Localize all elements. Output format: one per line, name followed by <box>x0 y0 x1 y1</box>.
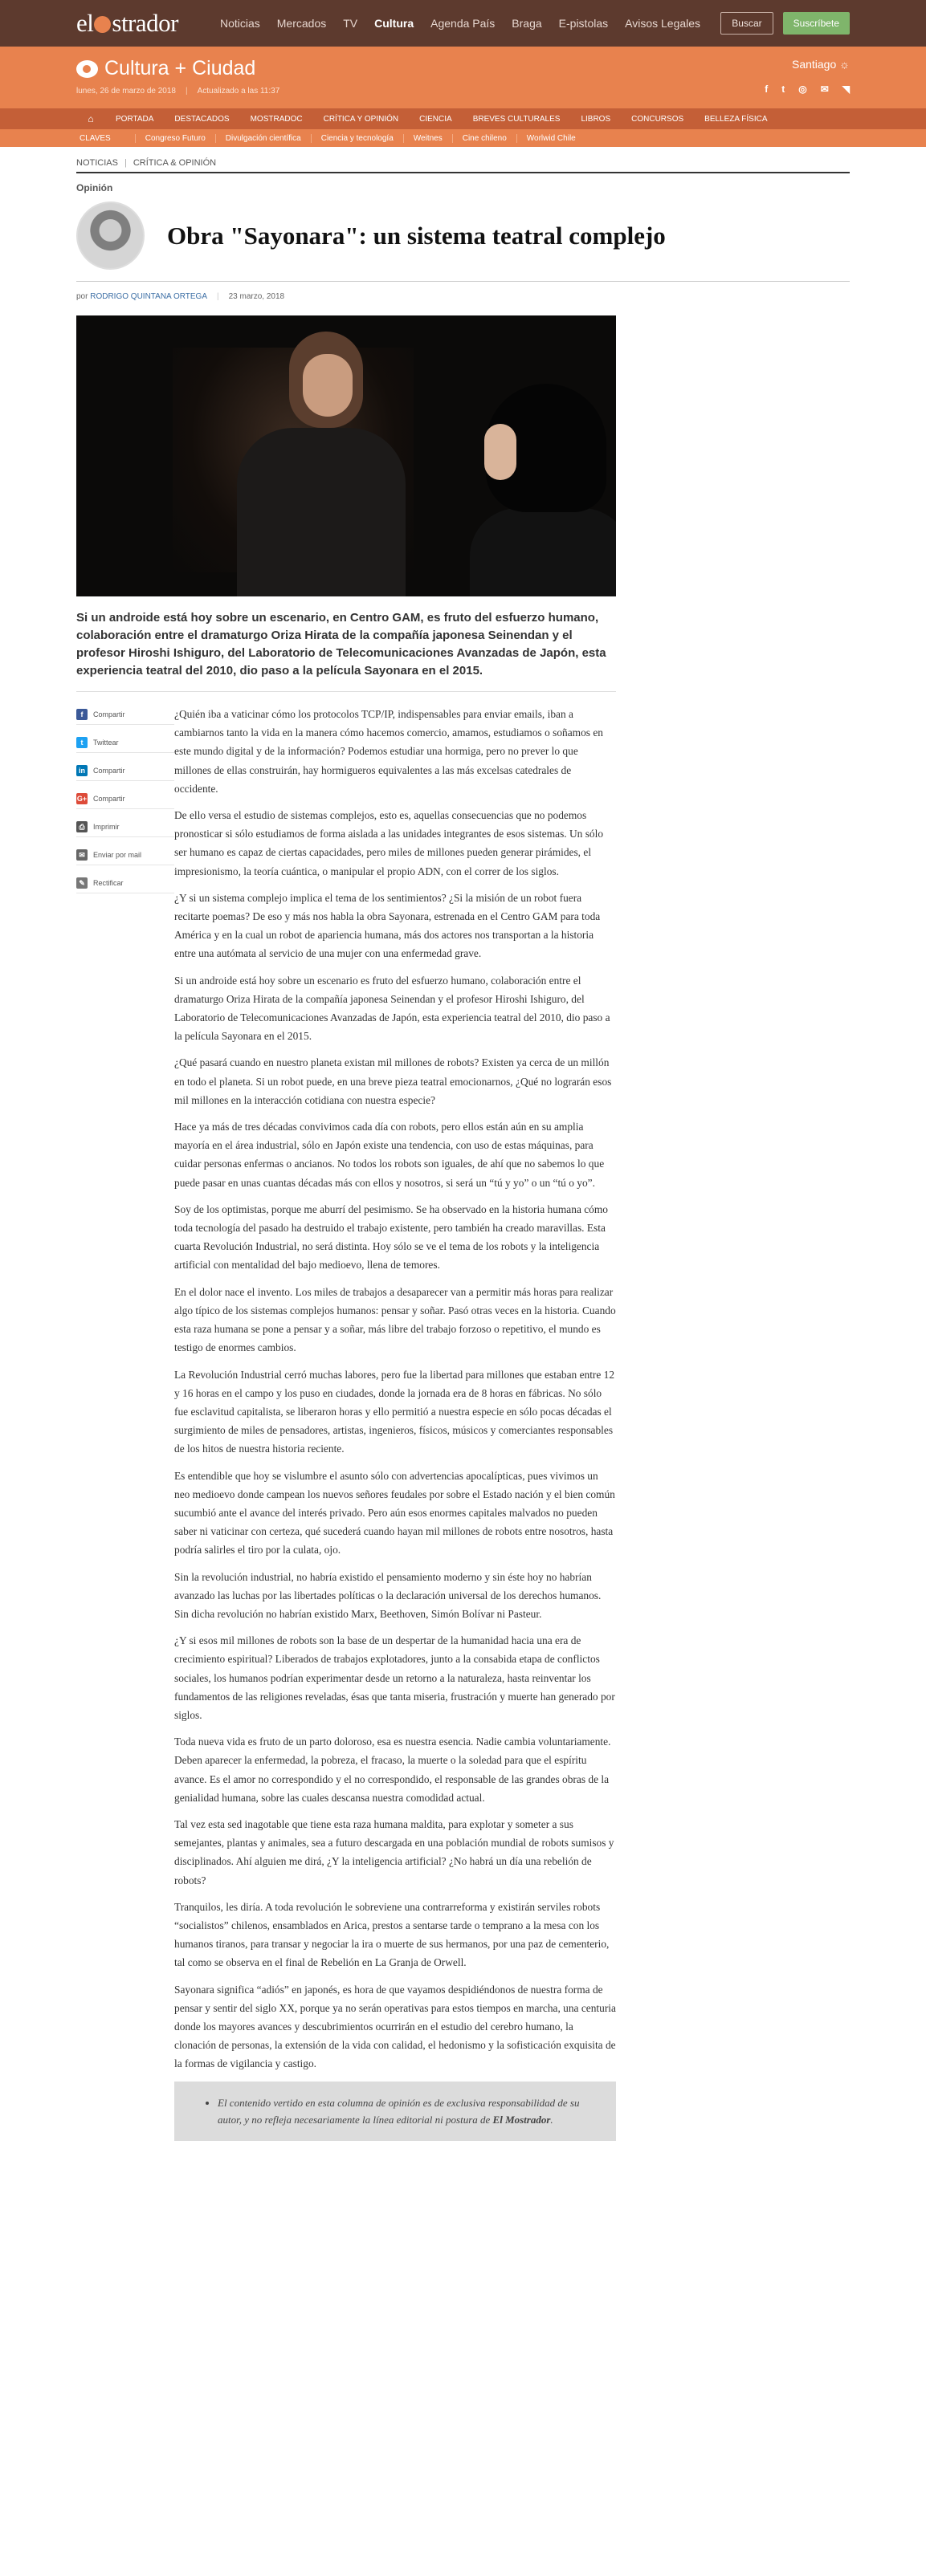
tagnav-weitnes[interactable]: Weitnes <box>404 134 453 143</box>
article-date: 23 marzo, 2018 <box>228 292 285 301</box>
catnav-destacados[interactable]: DESTACADOS <box>174 114 230 124</box>
catnav-belleza-fisica[interactable]: BELLEZA FÍSICA <box>704 114 768 124</box>
breadcrumb-noticias[interactable]: NOTICIAS <box>76 158 118 168</box>
googleplus-icon: G+ <box>76 795 88 803</box>
article-body-wrap <box>76 705 850 2141</box>
author-avatar[interactable] <box>76 201 145 270</box>
article-paragraph: Soy de los optimistas, porque me aburrí del pesimismo. Se ha observado en la historia humana cómo toda tecnología del pasado ha destruido el trabajo existente, pero también ha creado maravillas. Esta cuarta Revolución Industrial, no será distinta. Hoy sólo se ve el tema de los robots y la inteligencia artificial con mentalidad del bajo medioevo, llena de temores. <box>174 1203 608 1272</box>
current-date: lunes, 26 de marzo de 2018 <box>76 87 176 96</box>
nav-noticias[interactable]: Noticias <box>219 17 260 30</box>
social-links <box>765 83 850 95</box>
subscribe-button[interactable]: Suscríbete <box>783 12 850 35</box>
catnav-concursos[interactable]: CONCURSOS <box>631 114 684 124</box>
article-header <box>76 201 850 282</box>
twitter-icon[interactable]: t <box>781 83 785 95</box>
nav-cultura[interactable]: Cultura <box>374 17 414 30</box>
share-label: Enviar por mail <box>93 851 142 859</box>
catnav-mostradoc[interactable]: MOSTRADOC <box>250 114 303 124</box>
mail-icon: ✉ <box>76 849 88 861</box>
instagram-icon[interactable]: ◎ <box>798 83 807 95</box>
tagnav-worlwid-chile[interactable]: Worlwid Chile <box>526 133 576 143</box>
article-paragraph: De ello versa el estudio de sistemas complejos, esto es, aquellas consecuencias que no podemos pronosticar si sólo estudiamos de forma aislada a las unidades integrantes de esos sistemas. Un sólo ser humano es capaz de ciertas capacidades, pero miles de millones pueden generar pirámides, el impresionismo, la teoría cuántica, o manipular el propio ADN, con el correr de los siglos. <box>174 809 604 877</box>
nav-mercados[interactable]: Mercados <box>276 17 327 30</box>
catnav-portada[interactable]: PORTADA <box>116 114 154 124</box>
top-bar <box>0 0 926 47</box>
main-content <box>76 147 850 2141</box>
share-label: Compartir <box>93 795 125 803</box>
article-paragraph: Tal vez esta sed inagotable que tiene esta raza humana maldita, para explotar y someter a sus semejantes, plantas y animales, sea a futuro descargada en una población mundial de robots sumisos y disciplinados. Ahí alguien me dirá, ¿Y la inteligencia artificial? ¿No habrá un día una rebelión de robots? <box>174 1817 614 1886</box>
disclaimer-text: • El contenido vertido en esta columna de opinión es de exclusiva responsabilidad de su autor, y no refleja necesariamente la línea editorial ni postura de El Mostrador. <box>218 2094 598 2128</box>
main-nav <box>220 17 720 30</box>
share-label: Twittear <box>93 739 119 747</box>
article-title: Obra "Sayonara": un sistema teatral complejo <box>167 221 666 250</box>
logo-dot-icon <box>94 16 111 33</box>
nav-e-pistolas[interactable]: E-pistolas <box>558 17 609 30</box>
linkedin-icon: in <box>76 765 88 776</box>
article-paragraph: ¿Y si un sistema complejo implica el tema de los sentimientos? ¿Si la misión de un robot fuera recitarte poemas? De eso y más nos habla la obra Sayonara, estrenada en el Centro GAM para toda América y en la cual un robot de apariencia humana, más dos actores nos transportan a la historia entre una autómata al servicio de una mujer con una enfermedad grave. <box>174 891 601 960</box>
share-label: Compartir <box>93 710 125 718</box>
article-paragraph: Hace ya más de tres décadas convivimos cada día con robots, pero ellos están aún en su amplia mayoría en el área industrial, sólo en Japón existe una tendencia, con uso de estas máquinas, para cuidar personas enfermas o ancianos. No todos los robots son iguales, de ahí que no sabemos lo que puede pasar en unas cuantas décadas más con ellos y nosotros, si será un “tú y yo” o un “tú o yo”. <box>174 1121 605 1189</box>
share-item-googleplus[interactable] <box>76 789 174 809</box>
article-paragraph: Sayonara significa “adiós” en japonés, es hora de que vayamos despidiéndonos de nuestra forma de pensar y sentir del siglo XX, porque ya no serán operativas para estos tiempos en marcha, una centuria donde los mayores avances y descubrimientos ocurrirán en el estudio del cerebro humano, la clonación de personas, la extensión de la vida con calidad, el hedonismo y la sofisticación exquisita de la formas de vigilancia y castigo. <box>174 1983 616 2070</box>
section-header <box>0 47 926 108</box>
article-paragraph: Sin la revolución industrial, no habría existido el pensamiento moderno y sin éste hoy no habrían avanzado las luchas por las libertades políticas o la declaración universal de los derechos humanos. Sin dicha revolución no habrían existido Marx, Beethoven, Simón Bolívar ni Pasteur. <box>174 1570 602 1620</box>
article-lead: Si un androide está hoy sobre un escenario, en Centro GAM, es fruto del esfuerzo humano, colaboración entre el dramaturgo Oriza Hirata de la compañía japonesa Seinendan y el profesor Hiroshi Ishiguro, del Laboratorio de Telecomunicaciones Avanzadas de Japón, esta experiencia teatral del 2010, dio paso a la película Sayonara en el 2015. <box>76 609 616 692</box>
hero-image <box>76 315 616 596</box>
byline: por RODRIGO QUINTANA ORTEGA | 23 marzo, 2018 <box>76 292 285 301</box>
article-paragraph: En el dolor nace el invento. Los miles de trabajos a desaparecer van a permitir más horas para realizar algo típico de los sistemas complejos humanos: pensar y soñar. Pasó otras veces en la historia. Cuando esta raza humana se pone a pensar y a soñar, más libre del trabajo forzoso o repetitivo, el mundo es testigo de enormes cambios. <box>174 1285 616 1354</box>
opinion-disclaimer <box>174 2082 616 2141</box>
tagnav-congreso-futuro[interactable]: Congreso Futuro <box>136 134 216 143</box>
site-logo[interactable]: el strador <box>76 9 178 37</box>
share-label: Rectificar <box>93 879 124 887</box>
share-item-edit[interactable] <box>76 873 174 893</box>
share-label: Imprimir <box>93 823 120 831</box>
twitter-icon: t <box>76 737 88 748</box>
article-paragraph: Es entendible que hoy se vislumbre el asunto sólo con advertencias apocalípticas, pues vivimos un neo medioevo donde campean los nuevos señores feudales por sobre el Estado nación y el bien común sucumbió ante el avance del interés privado. Pero aún esos enormes capitales malvados no pueden saber ni vaticinar con certeza, qué sucederá cuando hayan mil millones de robots entre nosotros, hasta podría salirles el tiro por la culata, ojo. <box>174 1469 615 1557</box>
article-paragraph: ¿Qué pasará cuando en nuestro planeta existan mil millones de robots? Existen ya cerca de un millón en todo el planeta. Si un robot puede, en una breve pieza teatral emocionarnos, ¿Qué no lograrán esos mil millones en la interacción cotidiana con nuestra especie? <box>174 1056 612 1106</box>
mail-icon[interactable]: ✉ <box>820 83 829 95</box>
share-item-linkedin[interactable] <box>76 761 174 781</box>
catnav-critica-opinion[interactable]: CRÍTICA Y OPINIÓN <box>323 114 399 124</box>
tagnav-claves: CLAVES <box>76 134 136 143</box>
article-paragraph: Toda nueva vida es fruto de un parto doloroso, esa es nuestra esencia. Nadie cambia voluntariamente. Deben aparecer la enfermedad, la pobreza, el fracaso, la muerte o la soledad para que el espíritu avance. Es el amor no correspondido y el no correspondido, el responsable de las grandes obras de la genialidad humana, sobre las cuales descansa nuestra comodidad actual. <box>174 1736 611 1804</box>
section-title[interactable]: Cultura + Ciudad <box>76 57 850 80</box>
share-item-print[interactable] <box>76 817 174 837</box>
author-name[interactable]: RODRIGO QUINTANA ORTEGA <box>90 292 207 301</box>
nav-agenda-pais[interactable]: Agenda País <box>430 17 496 30</box>
camera-icon <box>76 60 98 78</box>
nav-braga[interactable]: Braga <box>512 17 542 30</box>
article-paragraph: ¿Y si esos mil millones de robots son la base de un despertar de la humanidad hacia una era de crecimiento espiritual? Liberados de trabajos explotadores, junto a la consabida etapa de conflictos sociales, los humanos podrían experimentar desde un retorno a la naturaleza, hasta reinventar los fundamentos de las religiones reveladas, ésas que tanta miseria, frustración y muerte han generado por siglos. <box>174 1634 615 1721</box>
share-sidebar <box>76 705 174 2141</box>
print-icon: ⎙ <box>76 821 88 832</box>
article-paragraph: Si un androide está hoy sobre un escenario es fruto del esfuerzo humano, colaboración entre el dramaturgo Oriza Hirata de la compañía japonesa Seinendan y el profesor Hiroshi Ishiguro, del Laboratorio de Telecomunicaciones Avanzadas de Japón, esta experiencia teatral del 2010, dio paso a la película Sayonara en el 2015. <box>174 974 610 1043</box>
breadcrumb-critica-opinion[interactable]: CRÍTICA & OPINIÓN <box>133 158 217 168</box>
share-item-facebook[interactable] <box>76 705 174 725</box>
category-nav <box>0 108 926 129</box>
nav-avisos-legales[interactable]: Avisos Legales <box>625 17 701 30</box>
updated-time: Actualizado a las 11:37 <box>197 87 280 96</box>
edit-icon: ✎ <box>76 877 88 889</box>
facebook-icon[interactable]: f <box>765 83 769 95</box>
location-weather[interactable]: Santiago ☼ <box>791 58 850 71</box>
tagnav-ciencia-tecnologia[interactable]: Ciencia y tecnología <box>312 134 404 143</box>
dateline: lunes, 26 de marzo de 2018 | Actualizado a las 11:37 <box>76 87 280 96</box>
breadcrumb: NOTICIAS | CRÍTICA & OPINIÓN <box>76 158 850 173</box>
tagnav-cine-chileno[interactable]: Cine chileno <box>453 134 517 143</box>
share-item-mail[interactable] <box>76 845 174 865</box>
tag-nav <box>0 129 926 147</box>
article-paragraph: Tranquilos, les diría. A toda revolución le sobreviene una contrarreforma y existirán serviles robots “socialistos” chilenos, ensamblados en Arica, prestos a sentarse tarde o temprano a la mesa con los humanos tiranos, para transar y negociar la ira o muerte de sus hermanos, por una paz de cementerio, tal como se observa en el final de Rebelión en La Granja de Orwell. <box>174 1900 610 1969</box>
search-button[interactable]: Buscar <box>720 12 773 35</box>
rss-icon[interactable]: ◥ <box>842 83 850 95</box>
catnav-ciencia[interactable]: CIENCIA <box>419 114 452 124</box>
tagnav-divulgacion[interactable]: Divulgación científica <box>216 134 312 143</box>
article-paragraph: ¿Quién iba a vaticinar cómo los protocolos TCP/IP, indispensables para enviar emails, iban a cambiarnos tanto la vida en la manera cómo hacemos comercio, amamos, estudiamos o soñamos en este mundo digital y de la información? Podemos estudiar una hormiga, pero no prever lo que millones de ellas construirán, hay hormigueros equivalentes a las más excelsas catedrales de occidente. <box>174 708 603 795</box>
nav-tv[interactable]: TV <box>343 17 358 30</box>
home-icon[interactable]: ⌂ <box>88 113 94 124</box>
facebook-icon: f <box>76 709 88 720</box>
catnav-breves-culturales[interactable]: BREVES CULTURALES <box>472 114 561 124</box>
article-kicker: Opinión <box>76 182 113 193</box>
share-label: Compartir <box>93 767 125 775</box>
share-item-twitter[interactable] <box>76 733 174 753</box>
article-paragraph: La Revolución Industrial cerró muchas labores, pero fue la libertad para millones que estaban entre 12 y 16 horas en el campo y los puso en ciudades, donde la jornada era de 8 horas en fábricas. No sólo fue esclavitud capitalista, se liberaron horas y ello permitió a nuestra especie en sólo pocas décadas el surgimiento de miles de pensadores, artistas, ingenieros, físicos, músicos y comerciantes responsables de los hitos de nuestra historia reciente. <box>174 1368 615 1455</box>
article-body <box>174 705 616 2141</box>
catnav-libros[interactable]: LIBROS <box>581 114 611 124</box>
